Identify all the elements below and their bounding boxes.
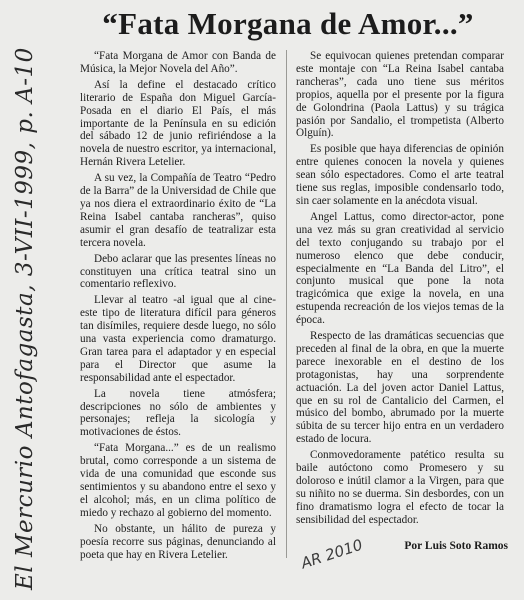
paragraph: Debo aclarar que las presentes líneas no constituyen una crítica teatral sino un comentario reflexivo. [80,252,276,291]
paragraph: Llevar al teatro -al igual que al cine- este tipo de literatura difícil para géneros tan disímiles, requiere desde luego, no sólo una vasta experiencia como dramaturgo. Gran tarea para el adaptador y en especial para el Director que asume la responsabilidad ante el espectador. [80,294,276,384]
paragraph: La novela tiene atmósfera; descripciones no sólo de ambientes y personajes; refleja la sicología y motivaciones de éstos. [80,387,276,439]
paragraph: Angel Lattus, como director-actor, pone una vez más su gran creatividad al servicio del texto conjugando su trabajo por el numeroso elenco que debe conducir, especialmente en “La Banda del Litro”, el conjunto musical que pone la nota tragicómica que exige la novela, en una estupenda recreación de los viejos temas de la época. [296,210,504,327]
paragraph: Respecto de las dramáticas secuencias que preceden al final de la obra, en que la muerte parece inexorable en el destino de los protagonistas, hay una sorprendente actuación. La del joven actor Daniel Lattus, que en su rol de Cantalicio del Carmen, el músico del bombo, abrumado por la muerte súbita de su tercer hijo entra en un verdadero estado de locura. [296,330,504,446]
left-column [80,50,276,564]
handwritten-signature: AR 2010 [298,535,365,573]
right-column [296,50,504,530]
paragraph: Se equivocan quienes pretendan comparar este montaje con “La Reina Isabel cantaba rancheras”, cada uno tiene sus méritos propios, aquella por el presente por la figura de Golondrina (Paola Lattus) y su trágica pasión por Sandalio, el trompetista (Alberto Olguín). [296,50,504,140]
article-title: “Fata Morgana de Amor...” [102,6,474,41]
paragraph: “Fata Morgana de Amor con Banda de Música, la Mejor Novela del Año”. [80,50,276,75]
handwritten-source-note: El Mercurio Antofagasta, 3-VII-1999, p. A-10 [12,47,38,590]
paragraph: Así la define el destacado crítico literario de España don Miguel García-Posada en el diario El País, el más importante de la Península en su edición del sábado 12 de junio refiriéndose a la novela de nuestro escritor, ya internacional, Hernán Rivera Letelier. [80,78,276,169]
paragraph: Es posible que haya diferencias de opinión entre quienes conocen la novela y quienes sean sólo espectadores. Como el arte teatral tiene sus reglas, imposible condensarlo todo, sin caer solamente en la anécdota visual. [296,143,504,207]
paragraph: Conmovedoramente patético resulta su baile autóctono como Promesero y su doloroso e inútil clamor a la Virgen, para que su niñito no se duerma. Sin desbordes, con un fino dramatismo logra el efecto de tocar la sensibilidad del espectador. [296,449,504,526]
author-byline: Por Luis Soto Ramos [404,540,508,552]
column-divider [286,50,287,558]
paragraph: No obstante, un hálito de pureza y poesía recorre sus páginas, denunciando al poeta que hay en Rivera Letelier. [80,522,276,561]
paragraph: “Fata Morgana...” es de un realismo brutal, como corresponde a un sistema de vida de una comunidad que esconde sus sentimientos y su abandono entre el sexo y el alcohol; más, en un clima político de miedo y rechazo al gobierno del momento. [80,442,276,519]
paragraph: A su vez, la Compañía de Teatro “Pedro de la Barra” de la Universidad de Chile que ya nos diera el extraordinario éxito de “La Reina Isabel cantaba rancheras”, quiso asumir el gran desafío de teatralizar esta tercera novela. [80,172,276,249]
